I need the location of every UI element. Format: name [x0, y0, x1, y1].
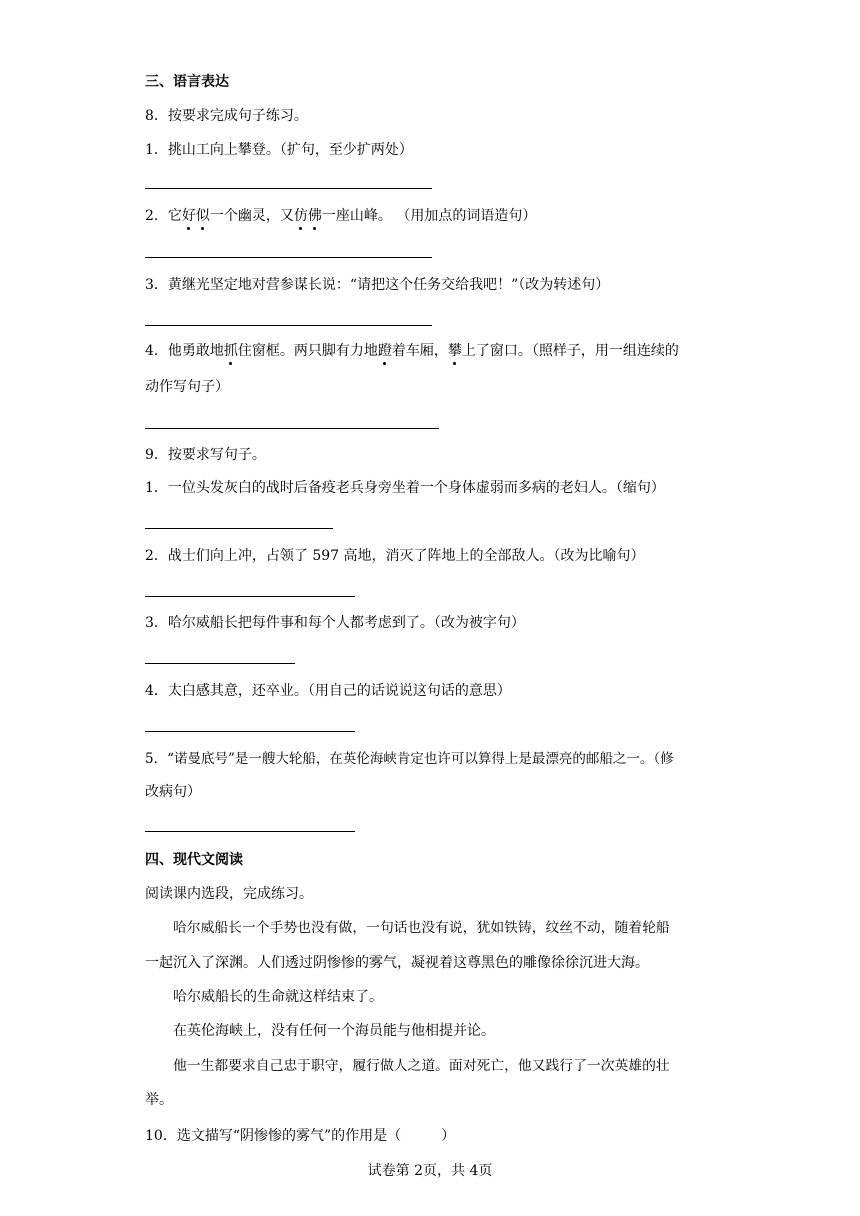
answer-blank[interactable] — [145, 528, 333, 529]
dotted-char: 抓 — [223, 343, 238, 359]
q10-text: 10．选文描写“阴惨惨的雾气”的作用是（ — [145, 1128, 402, 1144]
q8-item2 — [145, 207, 536, 225]
q8-item4-text: 上了窗口。（照样子，用一组连续的 — [461, 343, 679, 359]
answer-blank[interactable] — [145, 325, 432, 326]
dotted-char: 仿 — [293, 208, 308, 224]
q9-item2: 2．战士们向上冲，占领了 597 高地，消灭了阵地上的全部敌人。（改为比喻句） — [145, 548, 645, 564]
passage-line: 哈尔威船长一个手势也没有做，一句话也没有说，犹如铁铸，纹丝不动，随着轮船 — [173, 920, 670, 936]
answer-blank[interactable] — [145, 731, 355, 732]
q9-item4: 4．太白感其意，还卒业。（用自己的话说说这句话的意思） — [145, 683, 511, 699]
q9-item5: 5．“诺曼底号”是一艘大轮船，在英伦海峡肯定也许可以算得上是最漂亮的邮船之一。（修 — [145, 751, 674, 767]
q8-item4-cont: 动作写句子） — [145, 379, 229, 395]
q8-item4-text: 4．他勇敢地 — [145, 343, 224, 359]
answer-blank[interactable] — [145, 831, 355, 832]
section3-title: 三、语言表达 — [145, 74, 229, 90]
passage-line: 举。 — [145, 1092, 173, 1108]
passage-line: 一起沉入了深渊。人们透过阴惨惨的雾气，凝视着这尊黑色的雕像徐徐沉进大海。 — [145, 955, 649, 971]
dotted-char: 攀 — [447, 343, 462, 359]
q10-stem — [145, 1127, 455, 1145]
q9-stem: 9．按要求写句子。 — [145, 447, 266, 463]
reading-intro: 阅读课内选段，完成练习。 — [145, 886, 313, 902]
dotted-char: 好 — [181, 208, 196, 224]
q8-item4-text: 着车厢， — [391, 343, 448, 359]
q8-item2-text: 一座山峰。 （用加点的词语造句） — [321, 208, 537, 224]
answer-blank[interactable] — [145, 663, 295, 664]
dotted-char: 似 — [195, 208, 210, 224]
passage-line: 在英伦海峡上，没有任何一个海员能与他相提并论。 — [173, 1023, 495, 1039]
passage-line: 哈尔威船长的生命就这样结束了。 — [173, 989, 383, 1005]
q9-item5-cont: 改病句） — [145, 784, 201, 800]
q8-item4 — [145, 342, 679, 360]
answer-blank[interactable] — [145, 257, 432, 258]
q10-paren-close: ） — [441, 1128, 456, 1144]
page-footer: 试卷第 2页，共 4页 — [367, 1163, 493, 1179]
q9-item1: 1．一位头发灰白的战时后备疫老兵身旁坐着一个身体虚弱而多病的老妇人。（缩句） — [145, 480, 665, 496]
answer-blank[interactable] — [145, 596, 355, 597]
section4-title: 四、现代文阅读 — [145, 852, 243, 868]
q8-item3: 3．黄继光坚定地对营参谋长说：“请把这个任务交给我吧！”（改为转述句） — [145, 277, 610, 293]
dotted-char: 蹬 — [377, 343, 392, 359]
answer-blank[interactable] — [145, 188, 432, 189]
passage-line: 他一生都要求自己忠于职守，履行做人之道。面对死亡，他又践行了一次英雄的壮 — [173, 1058, 670, 1074]
q8-stem: 8．按要求完成句子练习。 — [145, 108, 308, 124]
q9-item3: 3．哈尔威船长把每件事和每个人都考虑到了。（改为被字句） — [145, 615, 525, 631]
answer-blank[interactable] — [145, 428, 439, 429]
q8-item1: 1．挑山工向上攀登。（扩句，至少扩两处） — [145, 142, 413, 158]
q8-item4-text: 住窗框。两只脚有力地 — [237, 343, 378, 359]
q8-item2-text: 一个幽灵，又 — [209, 208, 294, 224]
q8-item2-text: 2．它 — [145, 208, 182, 224]
dotted-char: 佛 — [307, 208, 322, 224]
